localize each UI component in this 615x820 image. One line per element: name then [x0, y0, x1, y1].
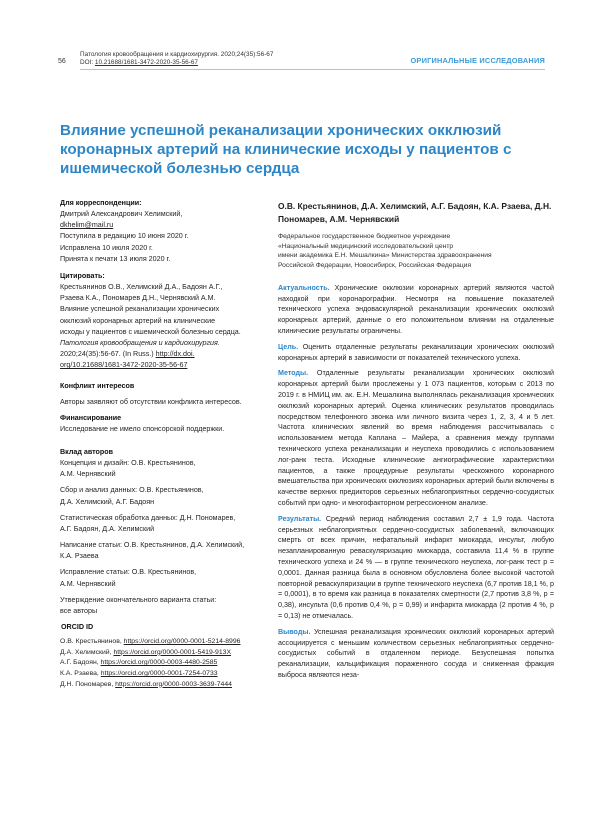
- cite-doi-link[interactable]: org/10.21688/1681-3472-2020-35-56-67: [60, 361, 188, 370]
- doi-link[interactable]: 10.21688/1681-3472-2020-35-56-67: [94, 59, 198, 66]
- methods-text: Отдаленные результаты реканализации хронических окклюзий коронарных артерий были прослежены у 1 073 пациентов, которым с 2013 по 2019 г. в НМИЦ им. ак. Е.Н. Мешалкина выполнялась реканализация хронических окклюзий коронарных артерий. Оценка клинических результатов проводилась посредством телефонного звонка или личного визита через 1, 2, 3, 4 и 5 лет. Частота клинических явлений во время наблюдения рассчитывалась с использованием метода Каплана – Майера, а сравнения между группами технического успеха реканализации и неуспеха проводились с использованием лог-ранк теста. Исходные клинические ангиографические характеристики пациентов, а также процедурные результаты чрескожного коронарного вмешательства при хронических окклюзиях коронарных артерий были включены в качестве верхних предикторов серьезных неблагоприятных сердечно-сосудистых событий при одно- и многофакторном регрессионном анализе.: [278, 369, 555, 507]
- header-divider: [80, 69, 545, 70]
- affiliation-line: Федеральное государственное бюджетное учреждение: [278, 233, 451, 240]
- cite-line: Влияние успешной реканализации хронических: [60, 305, 220, 314]
- abstract-aim: [278, 342, 554, 364]
- affiliation-line: Российской Федерации, Новосибирск, Российская Федерация: [278, 262, 472, 270]
- page-number: 56: [58, 58, 66, 65]
- cite-doi-link[interactable]: http://dx.doi.: [155, 350, 195, 359]
- contrib-line: Утверждение окончательного варианта статьи:: [60, 595, 217, 604]
- orcid-row: [60, 680, 272, 691]
- orcid-row: [60, 648, 272, 659]
- aim-label: Цель.: [278, 342, 299, 351]
- right-column: [278, 200, 554, 686]
- orcid-row: [60, 637, 272, 648]
- correspondence-email[interactable]: dkhelim@mail.ru: [60, 221, 114, 230]
- orcid-list: [60, 637, 272, 690]
- affiliation-line: «Национальный медицинский исследовательский центр: [278, 242, 454, 250]
- orcid-author: А.Г. Бадоян,: [60, 659, 99, 667]
- journal-citation: Патология кровообращения и кардиохирургия. 2020;24(35):56-67: [80, 51, 274, 58]
- orcid-link[interactable]: https://orcid.org/0000-0003-4480-2585: [100, 659, 218, 667]
- methods-label: Методы.: [278, 369, 309, 378]
- conflict-text: Авторы заявляют об отсутствии конфликта интересов.: [60, 397, 242, 406]
- correspondence-name: Дмитрий Александрович Хелимский,: [60, 210, 183, 219]
- contrib-line: Статистическая обработка данных: Д.Н. Пономарев,: [60, 513, 236, 522]
- orcid-author: Д.А. Хелимский,: [60, 648, 112, 656]
- contrib-line: К.А. Рзаева: [60, 552, 99, 561]
- accepted-date: Принята к печати 13 июля 2020 г.: [60, 254, 171, 263]
- contrib-line: Д.А. Хелимский, А.Г. Бадоян: [60, 497, 155, 506]
- orcid-link[interactable]: https://orcid.org/0000-0001-5214-8996: [123, 638, 241, 646]
- contrib-heading: Вклад авторов: [60, 447, 113, 456]
- relevance-text: Хронические окклюзии коронарных артерий являются частой находкой при коронарографии. Несмотря на повышение показателей технического успеха эндоваскулярной реканализации хронических окклюзий коронарных артерий, данные о его положительном влиянии на отдаленные клинические результаты ограничены.: [278, 283, 555, 335]
- orcid-link[interactable]: https://orcid.org/0000-0003-3639-7444: [115, 680, 232, 688]
- doi-label: DOI:: [80, 59, 94, 66]
- cite-line: исходы у пациентов с ишемической болезнью сердца.: [60, 327, 241, 336]
- abstract-results: [278, 514, 554, 622]
- cite-line: Крестьянинов О.В., Хелимский Д.А., Бадоян А.Г.,: [60, 283, 223, 292]
- funding-heading: Финансирование: [60, 413, 122, 422]
- contrib-line: А.М. Чернявский: [60, 470, 116, 479]
- cite-line: Рзаева К.А., Пономарев Д.Н., Чернявский А.М.: [60, 294, 216, 303]
- orcid-author: О.В. Крестьянинов,: [60, 638, 122, 646]
- article-title: Влияние успешной реканализации хронических окклюзий коронарных артерий на клинические исходы у пациентов с ишемической болезнью сердца: [60, 122, 512, 177]
- cite-line: окклюзий коронарных артерий на клинические: [60, 316, 216, 325]
- orcid-author: К.А. Рзаева,: [60, 669, 99, 677]
- contrib-line: все авторы: [60, 606, 98, 615]
- aim-text: Оценить отдаленные результаты реканализации хронических окклюзий коронарных артерий в зависимости от показателей технического успеха.: [278, 342, 554, 362]
- contrib-line: Концепция и дизайн: О.В. Крестьянинов,: [60, 459, 196, 468]
- abstract-relevance: [278, 283, 554, 337]
- contrib-line: Написание статьи: О.В. Крестьянинов, Д.А. Хелимский,: [60, 541, 245, 550]
- cite-line: [60, 349, 272, 360]
- received-date: Поступила в редакцию 10 июня 2020 г.: [60, 232, 189, 241]
- affiliation: [278, 232, 554, 271]
- cite-journal: Патология кровообращения и кардиохирургия.: [60, 338, 220, 347]
- funding-text: Исследование не имело спонсорской поддержки.: [60, 424, 225, 433]
- correspondence-heading: Для корреспонденции:: [60, 199, 142, 207]
- cite-heading: Цитировать:: [60, 271, 105, 280]
- abstract: [278, 283, 554, 681]
- results-label: Результаты.: [278, 514, 322, 523]
- conflict-heading: Конфликт интересов: [60, 382, 135, 391]
- orcid-link[interactable]: https://orcid.org/0000-0001-7254-0733: [100, 669, 218, 677]
- abstract-conclusion: [278, 627, 554, 681]
- relevance-label: Актуальность.: [278, 283, 330, 292]
- conclusion-text: Успешная реканализация хронических окклюзий коронарных артерий ассоциируется с меньшим количеством серьезных неблагоприятных сердечно-сосудистых событий в отдаленном периоде. Безуспешная попытка реканализации, кальцификация пораженного сосуда и сниженная фракция выброса являются неза-: [278, 627, 554, 679]
- cite-issue: 2020;24(35):56-67. (In Russ.): [60, 350, 154, 359]
- contrib-line: А.М. Чернявский: [60, 579, 116, 588]
- orcid-heading: ORCID ID: [61, 623, 94, 631]
- affiliation-line: имени академика Е.Н. Мешалкина» Министерства здравоохранения: [278, 252, 492, 260]
- orcid-link[interactable]: https://orcid.org/0000-0001-5419-913X: [113, 648, 232, 656]
- conclusion-label: Выводы.: [278, 627, 311, 636]
- contrib-line: Сбор и анализ данных: О.В. Крестьянинов,: [60, 486, 204, 495]
- results-text: Средний период наблюдения составил 2,7 ± 1,9 года. Частота серьезных неблагоприятных сердечно-сосудистых заболеваний, включающих смерть от всех причин, нефатальный инфаркт миокарда, инсульт, любую незапланированную реваскуляризацию миокарда, составила 11,4 % в группе технического успеха и 24 % — в группе технического неуспеха, лог-ранк тест p = 0,0001. Данная разница была в основном обусловлена более высокой частотой повторной реваскуляризации в группе технического неуспеха (6,7 против 18,1 %, p = 0,0001), в то время как разница в показателях смертности (2,7 против 3,8 %, p = 0,38), инсульта (0,6 против 0,4 %, p = 0,99) и инфаркта миокарда (2 против 4 %, p = 0,13) не отмечалась.: [278, 514, 555, 620]
- doi-line: [80, 59, 198, 66]
- contrib-line: А.Г. Бадоян, Д.А. Хелимский: [60, 524, 155, 533]
- contrib-line: Исправление статьи: О.В. Крестьянинов,: [60, 568, 197, 577]
- left-sidebar: [60, 198, 272, 690]
- orcid-author: Д.Н. Пономарев,: [60, 680, 114, 688]
- section-label: ОРИГИНАЛЬНЫЕ ИССЛЕДОВАНИЯ: [410, 56, 545, 65]
- abstract-methods: [278, 368, 554, 508]
- orcid-row: [60, 658, 272, 669]
- orcid-row: [60, 669, 272, 680]
- revised-date: Исправлена 10 июля 2020 г.: [60, 243, 153, 252]
- authors-list: О.В. Крестьянинов, Д.А. Хелимский, А.Г. Бадоян, К.А. Рзаева, Д.Н. Пономарев, А.М. Чернявский: [278, 201, 552, 224]
